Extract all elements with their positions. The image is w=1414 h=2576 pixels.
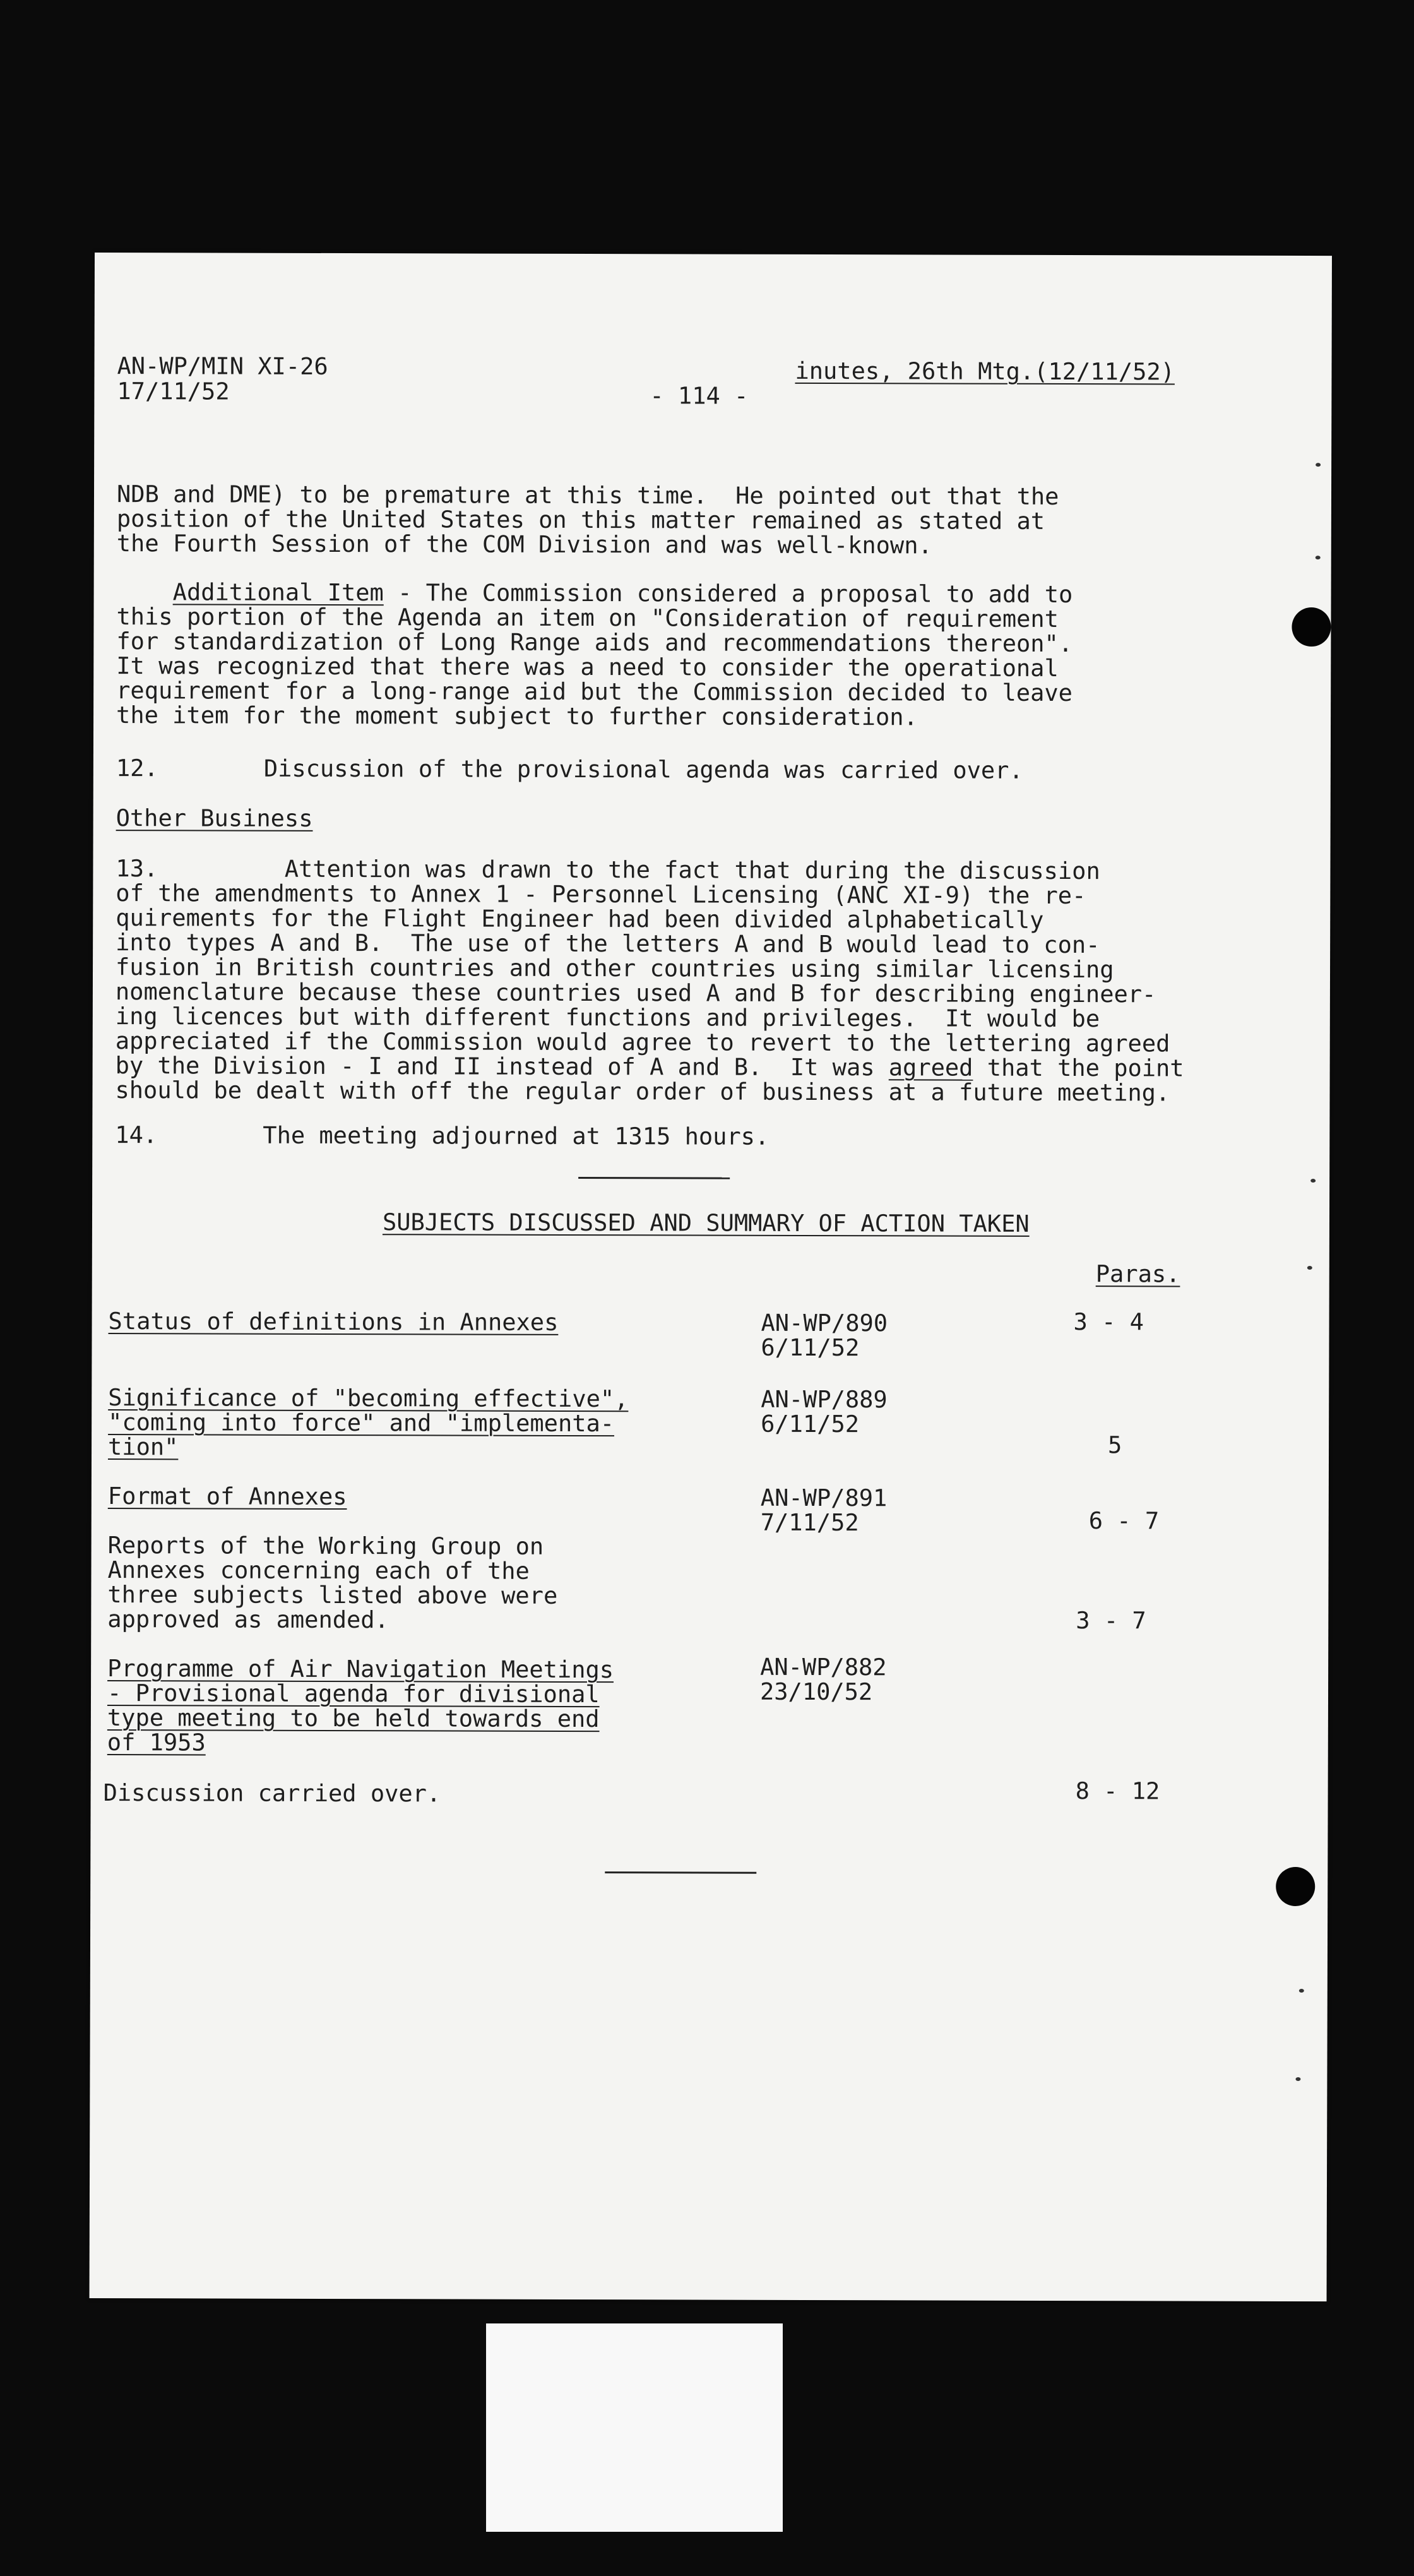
subject-line: of 1953: [107, 1729, 206, 1756]
doc-line: 6/11/52: [761, 1333, 860, 1362]
summary-doc: [760, 1655, 887, 1705]
summary-paras: 6 - 7: [1088, 1507, 1160, 1535]
subject-line: Status of definitions in Annexes: [108, 1308, 559, 1336]
subject-line: Significance of "becoming effective",: [108, 1384, 629, 1413]
text-line: NDB and DME) to be premature at this time. He pointed out that the: [116, 480, 1059, 511]
punch-hole: [1276, 1867, 1315, 1906]
text-fragment: that the point: [973, 1054, 1184, 1082]
programme-subject: [107, 1656, 614, 1756]
para-12-number: 12.: [116, 754, 158, 782]
text-line: of the amendments to Annex 1 - Personnel Licensing (ANC XI-9) the re-: [116, 880, 1086, 910]
summary-paras: 5: [1108, 1431, 1122, 1459]
para-13-number: 13.: [116, 855, 158, 883]
summary-title: SUBJECTS DISCUSSED AND SUMMARY OF ACTION TAKEN: [382, 1208, 1030, 1237]
punch-hole: [1292, 607, 1331, 647]
speck: [1295, 2077, 1300, 2081]
subject-line: - Provisional agenda for divisional: [107, 1679, 600, 1708]
summary-doc: [761, 1486, 888, 1535]
text-line: [117, 580, 1073, 607]
document-page: [90, 253, 1332, 2301]
doc-date: 17/11/52: [117, 378, 230, 405]
text-line: position of the United States on this matter remained as stated at: [116, 505, 1045, 535]
para-13: [115, 856, 1184, 1105]
doc-line: 7/11/52: [760, 1508, 859, 1537]
summary-paras: 8 - 12: [1075, 1777, 1160, 1805]
agreed-word: agreed: [888, 1054, 973, 1082]
subject-line: type meeting to be held towards end: [107, 1704, 600, 1733]
additional-item-paragraph: [116, 580, 1072, 730]
text-line: approved as amended.: [107, 1606, 389, 1634]
subject-line: Format of Annexes: [107, 1482, 347, 1511]
end-divider: [605, 1871, 756, 1874]
blank-label-card: [486, 2323, 783, 2532]
speck: [1307, 1266, 1312, 1270]
doc-line: AN-WP/891: [760, 1484, 888, 1512]
carried-over-text: Discussion carried over.: [103, 1779, 441, 1808]
summary-doc: [761, 1311, 888, 1361]
text-line: Reports of the Working Group on: [107, 1532, 544, 1560]
para-12-text: Discussion of the provisional agenda was carried over.: [263, 754, 1023, 784]
text-line: ing licences but with different functions and privileges. It would be: [115, 1003, 1100, 1033]
text-line: the item for the moment subject to further consideration.: [116, 701, 918, 731]
text-line: this portion of the Agenda an item on "Consideration of requirement: [116, 603, 1059, 633]
doc-line: 23/10/52: [759, 1678, 873, 1706]
summary-subject: [109, 1309, 559, 1335]
summary-subject: [108, 1484, 347, 1509]
text-fragment: by the Division - I and II instead of A and B. It was: [115, 1052, 889, 1082]
text-line: quirements for the Flight Engineer had been divided alphabetically: [116, 904, 1044, 934]
other-business-heading: Other Business: [116, 804, 313, 832]
intro-paragraph: [117, 482, 1059, 558]
subject-line: Programme of Air Navigation Meetings: [107, 1655, 614, 1684]
summary-subject: [108, 1385, 629, 1460]
section-divider: [578, 1177, 730, 1179]
doc-line: AN-WP/889: [761, 1385, 888, 1414]
subject-line: tion": [107, 1433, 179, 1461]
text-line: should be dealt with off the regular order of business at a future meeting.: [115, 1076, 1170, 1107]
reports-paragraph: [107, 1533, 557, 1633]
page-number: - 114 -: [650, 382, 749, 410]
speck: [1316, 463, 1321, 467]
doc-line: AN-WP/890: [761, 1309, 888, 1337]
text-line: the Fourth Session of the COM Division and was well-known.: [116, 530, 932, 559]
summary-paras: 3 - 4: [1073, 1308, 1144, 1336]
doc-line: 6/11/52: [761, 1410, 860, 1438]
text-fragment: Attention was drawn to the fact that during the discussion: [284, 855, 1100, 885]
speck: [1310, 1179, 1316, 1183]
speck: [1316, 556, 1321, 559]
para-14-text: The meeting adjourned at 1315 hours.: [263, 1121, 769, 1150]
text-line: nomenclature because these countries used A and B for describing engineer-: [115, 978, 1156, 1008]
text-line: requirement for a long-range aid but the Commission decided to leave: [116, 677, 1073, 707]
doc-line: AN-WP/882: [760, 1653, 887, 1681]
speck: [1299, 1989, 1304, 1993]
text-line: three subjects listed above were: [107, 1581, 558, 1609]
doc-reference: AN-WP/MIN XI-26: [117, 352, 328, 380]
text-line: into types A and B. The use of the letters A and B would lead to con-: [116, 929, 1100, 959]
summary-paras: 3 - 7: [1076, 1607, 1146, 1635]
summary-doc: [761, 1387, 888, 1437]
text-line: Annexes concerning each of the: [107, 1556, 530, 1585]
subject-line: "coming into force" and "implementa-: [108, 1409, 615, 1438]
para-14-number: 14.: [115, 1121, 158, 1149]
text-line: It was recognized that there was a need to consider the operational: [116, 652, 1059, 682]
meeting-reference: inutes, 26th Mtg.(12/11/52): [795, 357, 1175, 386]
paras-column-header: Paras.: [1095, 1260, 1180, 1288]
text-line: fusion in British countries and other countries using similar licensing: [115, 953, 1114, 984]
text-line: for standardization of Long Range aids and recommendations thereon".: [116, 628, 1073, 658]
text-fragment: - The Commission considered a proposal to add to: [383, 579, 1073, 609]
additional-item-heading: Additional Item: [172, 578, 384, 607]
text-line: appreciated if the Commission would agree to revert to the lettering agreed: [115, 1027, 1170, 1058]
